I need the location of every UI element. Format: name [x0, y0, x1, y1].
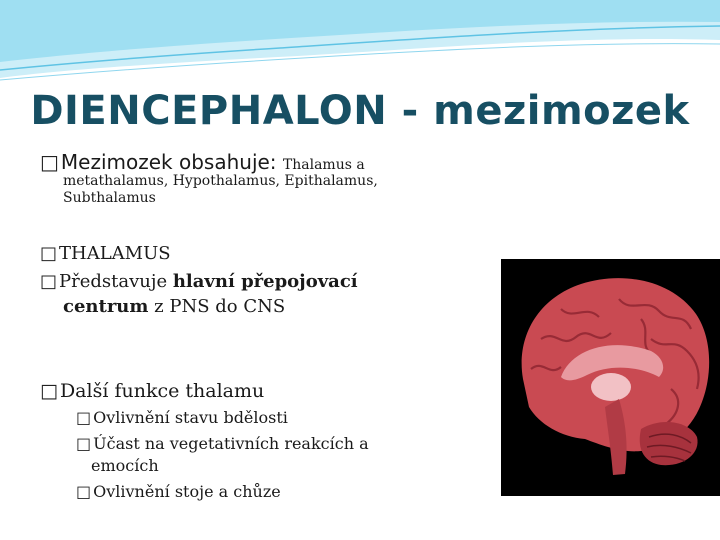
- bullet-glyph: □: [40, 150, 59, 174]
- bullet-text-bold: hlavní přepojovací: [172, 271, 358, 292]
- bullet-thalamus: [40, 243, 171, 264]
- bullet-glyph: □: [40, 243, 58, 264]
- bullet-continuation: Subthalamus: [63, 190, 156, 206]
- bullet-predstavuje: [40, 271, 358, 292]
- sub-bullet-text: Účast na vegetativních reakcích a: [93, 434, 369, 453]
- bullet-glyph: □: [40, 380, 58, 402]
- bullet-glyph: □: [40, 271, 58, 292]
- sub-bullet-bdelost: [76, 408, 288, 427]
- bullet-text: Mezimozek obsahuje:: [60, 150, 283, 174]
- bullet-continuation: [63, 296, 285, 317]
- sub-bullet-text: Ovlivnění stoje a chůze: [93, 482, 281, 501]
- brain-sagittal-image: [501, 259, 720, 496]
- bullet-text: THALAMUS: [59, 243, 171, 264]
- bullet-mezimozek: [40, 150, 365, 174]
- header-wave-decoration: [0, 0, 720, 90]
- bullet-text-bold: centrum: [63, 296, 149, 317]
- brain-icon: [501, 259, 720, 496]
- sub-bullet-stoj-chuze: [76, 482, 281, 501]
- bullet-dalsi-funkce: [40, 380, 264, 402]
- bullet-glyph: □: [76, 408, 92, 427]
- sub-bullet-vegetativni: [76, 434, 369, 453]
- sub-bullet-continuation: emocích: [91, 456, 159, 475]
- bullet-glyph: □: [76, 482, 92, 501]
- bullet-text-small: Thalamus a: [282, 157, 365, 173]
- bullet-continuation: metathalamus, Hypothalamus, Epithalamus,: [63, 173, 378, 189]
- sub-bullet-text: Ovlivnění stavu bdělosti: [93, 408, 288, 427]
- bullet-text: Představuje: [59, 271, 173, 292]
- bullet-text: z PNS do CNS: [148, 296, 286, 317]
- bullet-glyph: □: [76, 434, 92, 453]
- slide-title: DIENCEPHALON - mezimozek: [30, 88, 690, 134]
- bullet-text: Další funkce thalamu: [59, 380, 265, 402]
